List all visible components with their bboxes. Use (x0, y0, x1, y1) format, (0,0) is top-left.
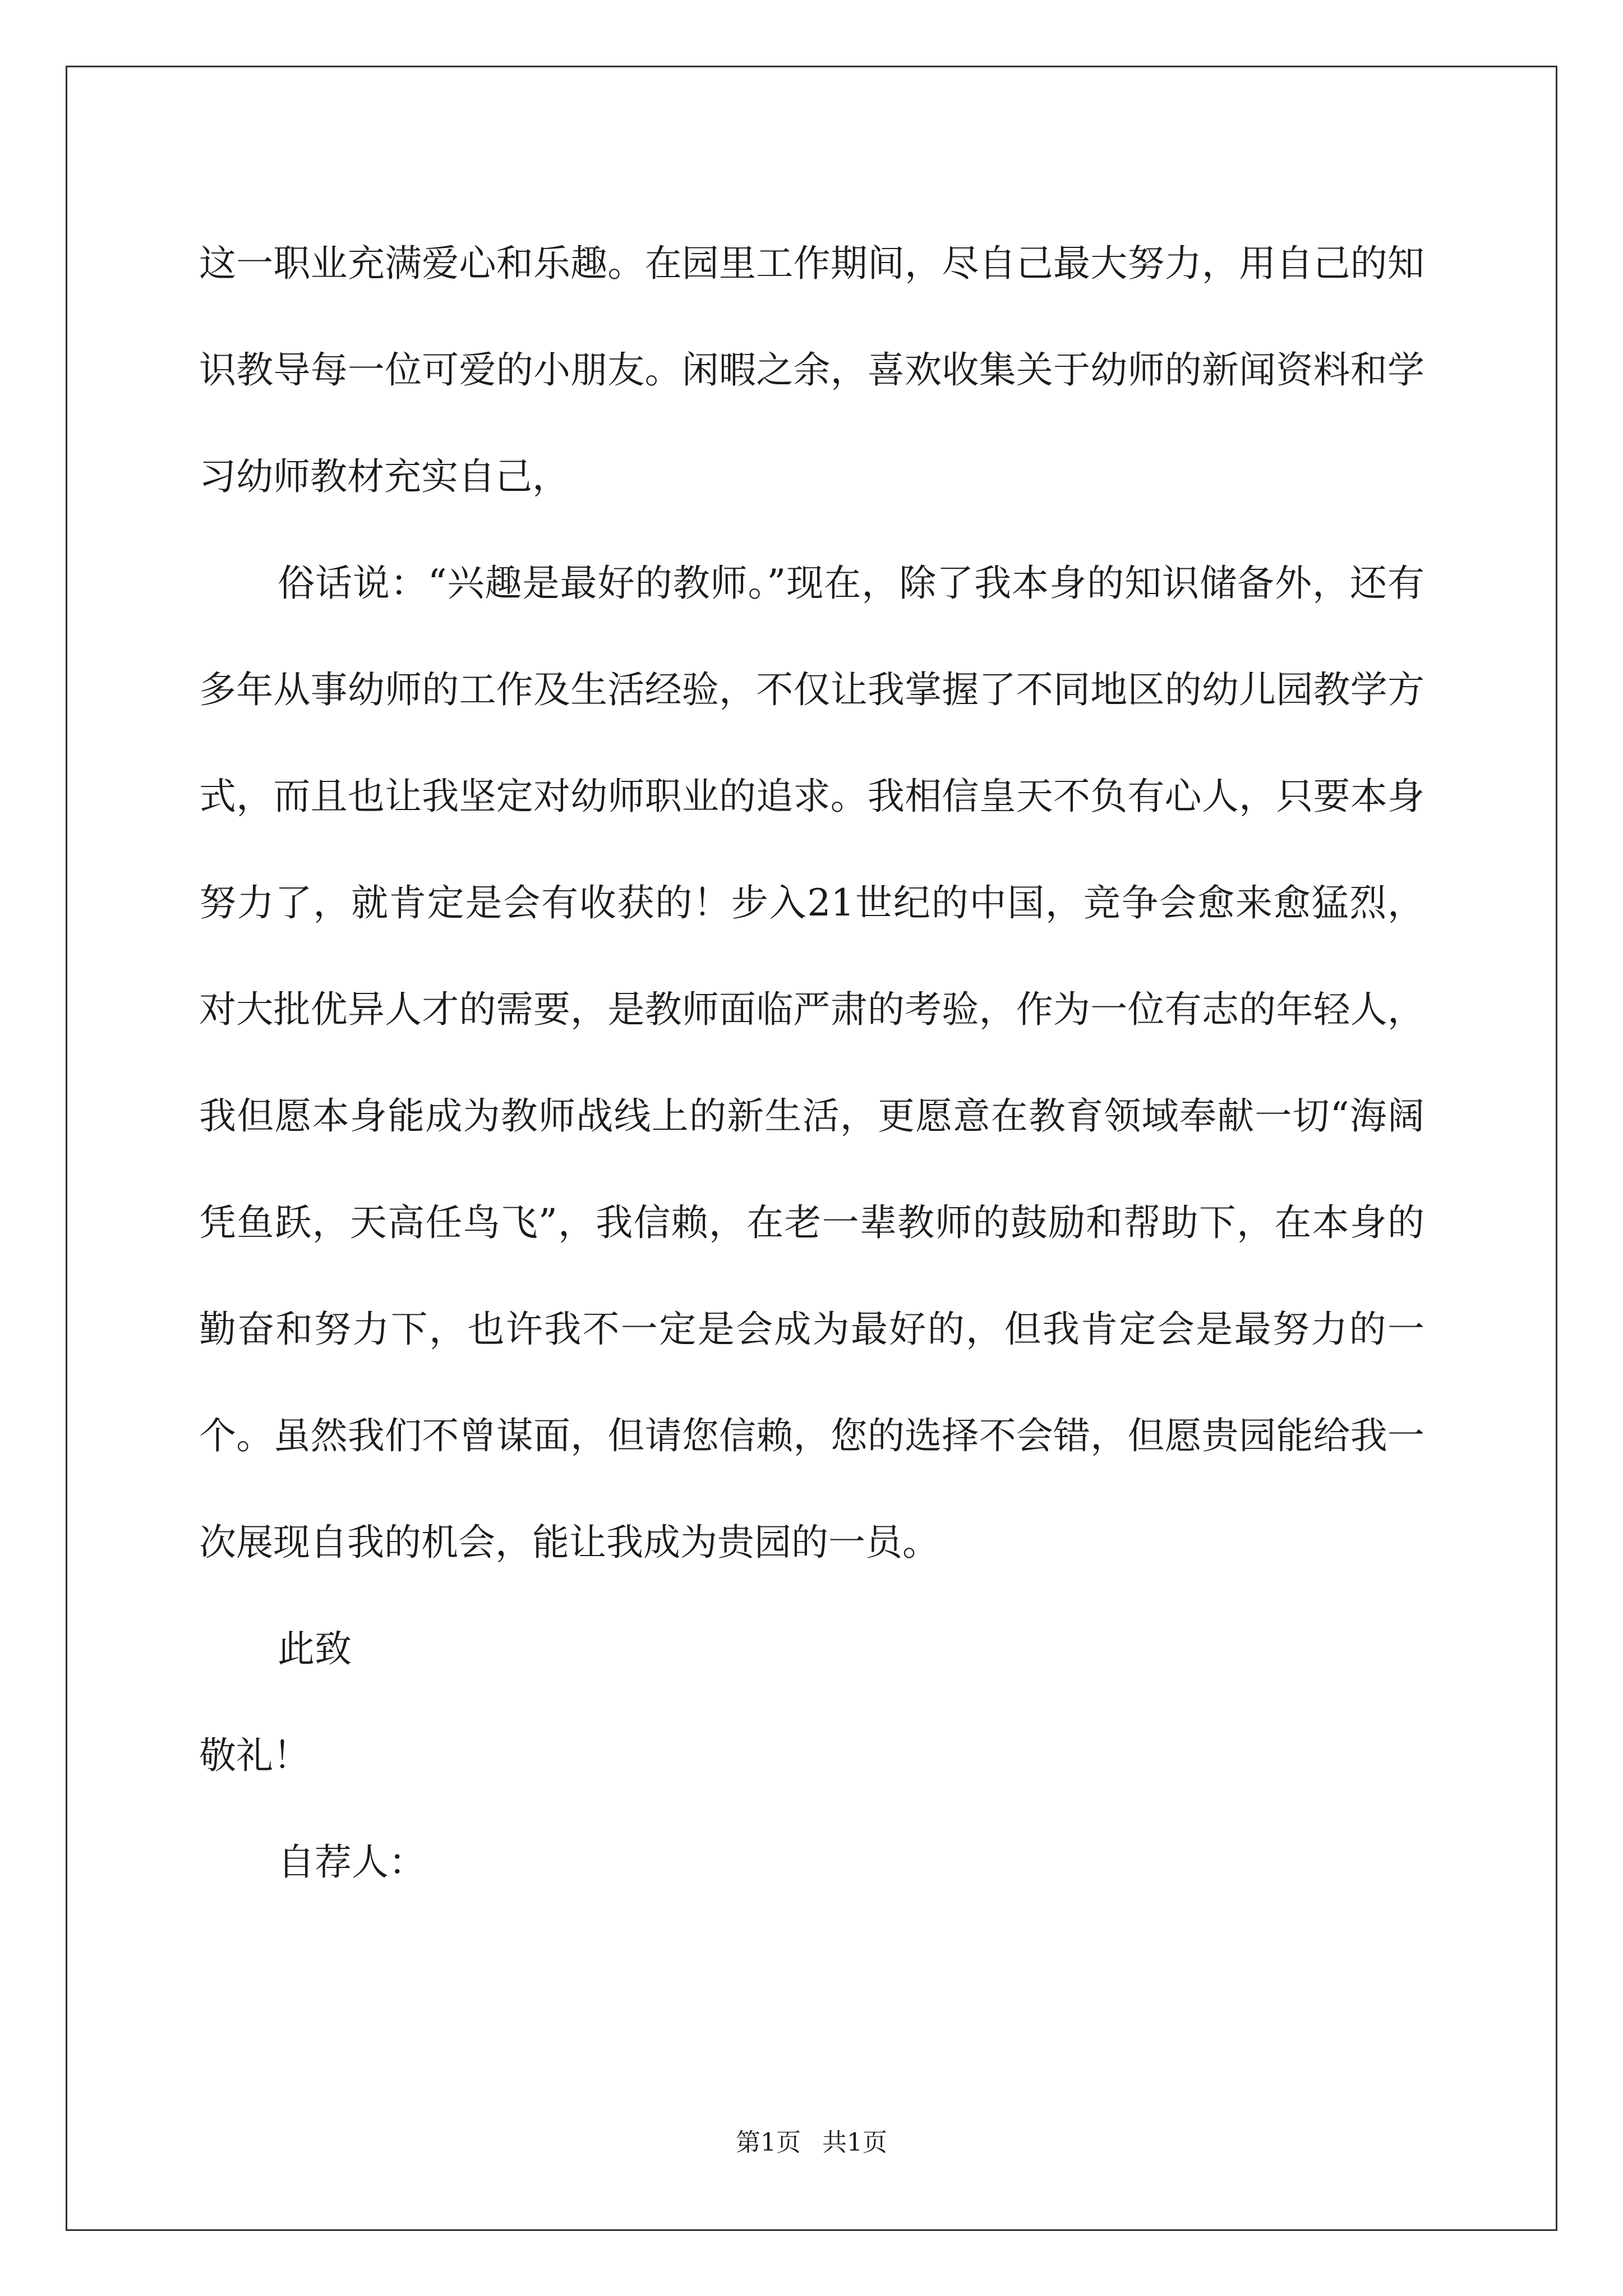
letter-body (199, 210, 1424, 1916)
closing-regards: 敬礼！ (199, 1734, 310, 1777)
paragraph-main: 俗话说：“兴趣是最好的教师。”现在，除了我本身的知识储备外，还有多年从事幼师的工作及生活经验，不仅让我掌握了不同地区的幼儿园教学方式，而且也让我坚定对幼师职业的追求。我相信皇天不负有心人，只要本身努力了，就肯定是会有收获的！步入21世纪的中国，竞争会愈来愈猛烈，对大批优异人才的需要，是教师面临严肃的考验，作为一位有志的年轻人，我但愿本身能成为教师战线上的新生活，更愿意在教育领域奉献一切“海阔凭鱼跃，天高任鸟飞”，我信赖，在老一辈教师的鼓励和帮助下，在本身的勤奋和努力下，也许我不一定是会成为最好的，但我肯定会是最努力的一个。虽然我们不曾谋面，但请您信赖，您的选择不会错，但愿贵园能给我一次展现自我的机会，能让我成为贵园的一员。 (199, 562, 1424, 1564)
page-total: 共1页 (822, 2128, 887, 2157)
closing-salutation: 此致 (278, 1627, 352, 1671)
paragraph-intro-continued: 这一职业充满爱心和乐趣。在园里工作期间，尽自己最大努力，用自己的知识教导每一位可爱的小朋友。闲暇之余，喜欢收集关于幼师的新闻资料和学习幼师教材充实自己， (199, 242, 1424, 498)
signature-label: 自荐人： (278, 1841, 426, 1884)
page-number: 第1页 (736, 2128, 801, 2157)
page-footer (0, 2126, 1623, 2160)
